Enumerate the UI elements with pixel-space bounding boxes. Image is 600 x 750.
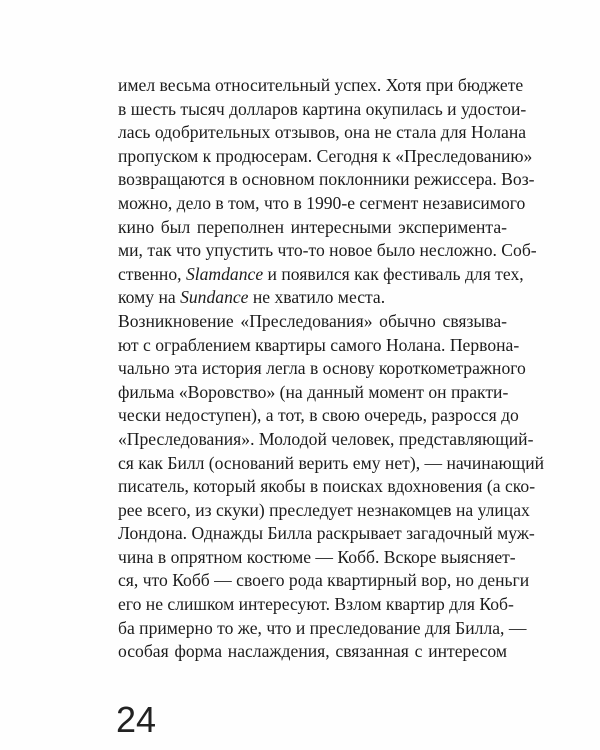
text-line: чально эта история легла в основу короткометражного xyxy=(118,358,526,379)
text-line: лась одобрительных отзывов, она не стала для Нолана xyxy=(118,122,527,143)
text-line: чина в опрятном костюме — Кобб. Вскоре выясняет- xyxy=(118,546,516,567)
paragraph-end-line xyxy=(118,286,507,310)
text-line: пропуском к продюсерам. Сегодня к «Преследованию» xyxy=(118,145,533,166)
text-line: ба примерно то же, что и преследование для Билла, — xyxy=(118,617,527,638)
text-line: особая форма наслаждения, связанная с интересом xyxy=(118,641,507,662)
text-segment: и появился как фестиваль для тех, xyxy=(263,263,524,284)
body-text xyxy=(118,74,545,664)
text-line: возвращаются в основном поклонники режиссера. Воз- xyxy=(118,169,535,190)
festival-name: Slamdance xyxy=(185,263,264,284)
text-line: можно, дело в том, что в 1990-е сегмент независимого xyxy=(118,192,526,213)
text-line: Возникновение «Преследования» обычно связыва- xyxy=(118,310,507,331)
text-line: «Преследования». Молодой человек, представляющий- xyxy=(118,428,534,449)
text-line xyxy=(118,263,524,287)
text-line: его не слишком интересуют. Взлом квартир для Коб- xyxy=(118,594,514,615)
page-number: 24 xyxy=(116,699,157,740)
text-line: рее всего, из скуки) преследует незнакомцев на улицах xyxy=(118,499,530,520)
text-line: чески недоступен), а тот, в свою очередь, разросся до xyxy=(118,405,519,426)
text-line: имел весьма относительный успех. Хотя при бюджете xyxy=(118,75,524,95)
text-line: Лондона. Однажды Билла раскрывает загадочный муж- xyxy=(118,523,535,544)
text-segment: не хватило места. xyxy=(248,287,386,308)
text-line: ми, так что упустить что-то новое было несложно. Соб- xyxy=(118,240,537,261)
text-line: ся как Билл (оснований верить ему нет), — начинающий xyxy=(118,452,545,473)
text-segment: ственно, xyxy=(118,263,186,284)
text-line: ют с ограблением квартиры самого Нолана. Первона- xyxy=(118,334,520,355)
text-segment: кому на xyxy=(118,287,181,308)
text-line: в шесть тысяч долларов картина окупилась и удостои- xyxy=(118,98,527,119)
text-line: писатель, который якобы в поисках вдохновения (а ско- xyxy=(118,476,536,497)
text-line: фильма «Воровство» (на данный момент он практи- xyxy=(118,381,509,402)
text-line: кино был переполнен интересными эксперимента- xyxy=(118,216,507,237)
text-line: ся, что Кобб — своего рода квартирный вор, но деньги xyxy=(118,570,530,591)
festival-name: Sundance xyxy=(180,287,249,308)
